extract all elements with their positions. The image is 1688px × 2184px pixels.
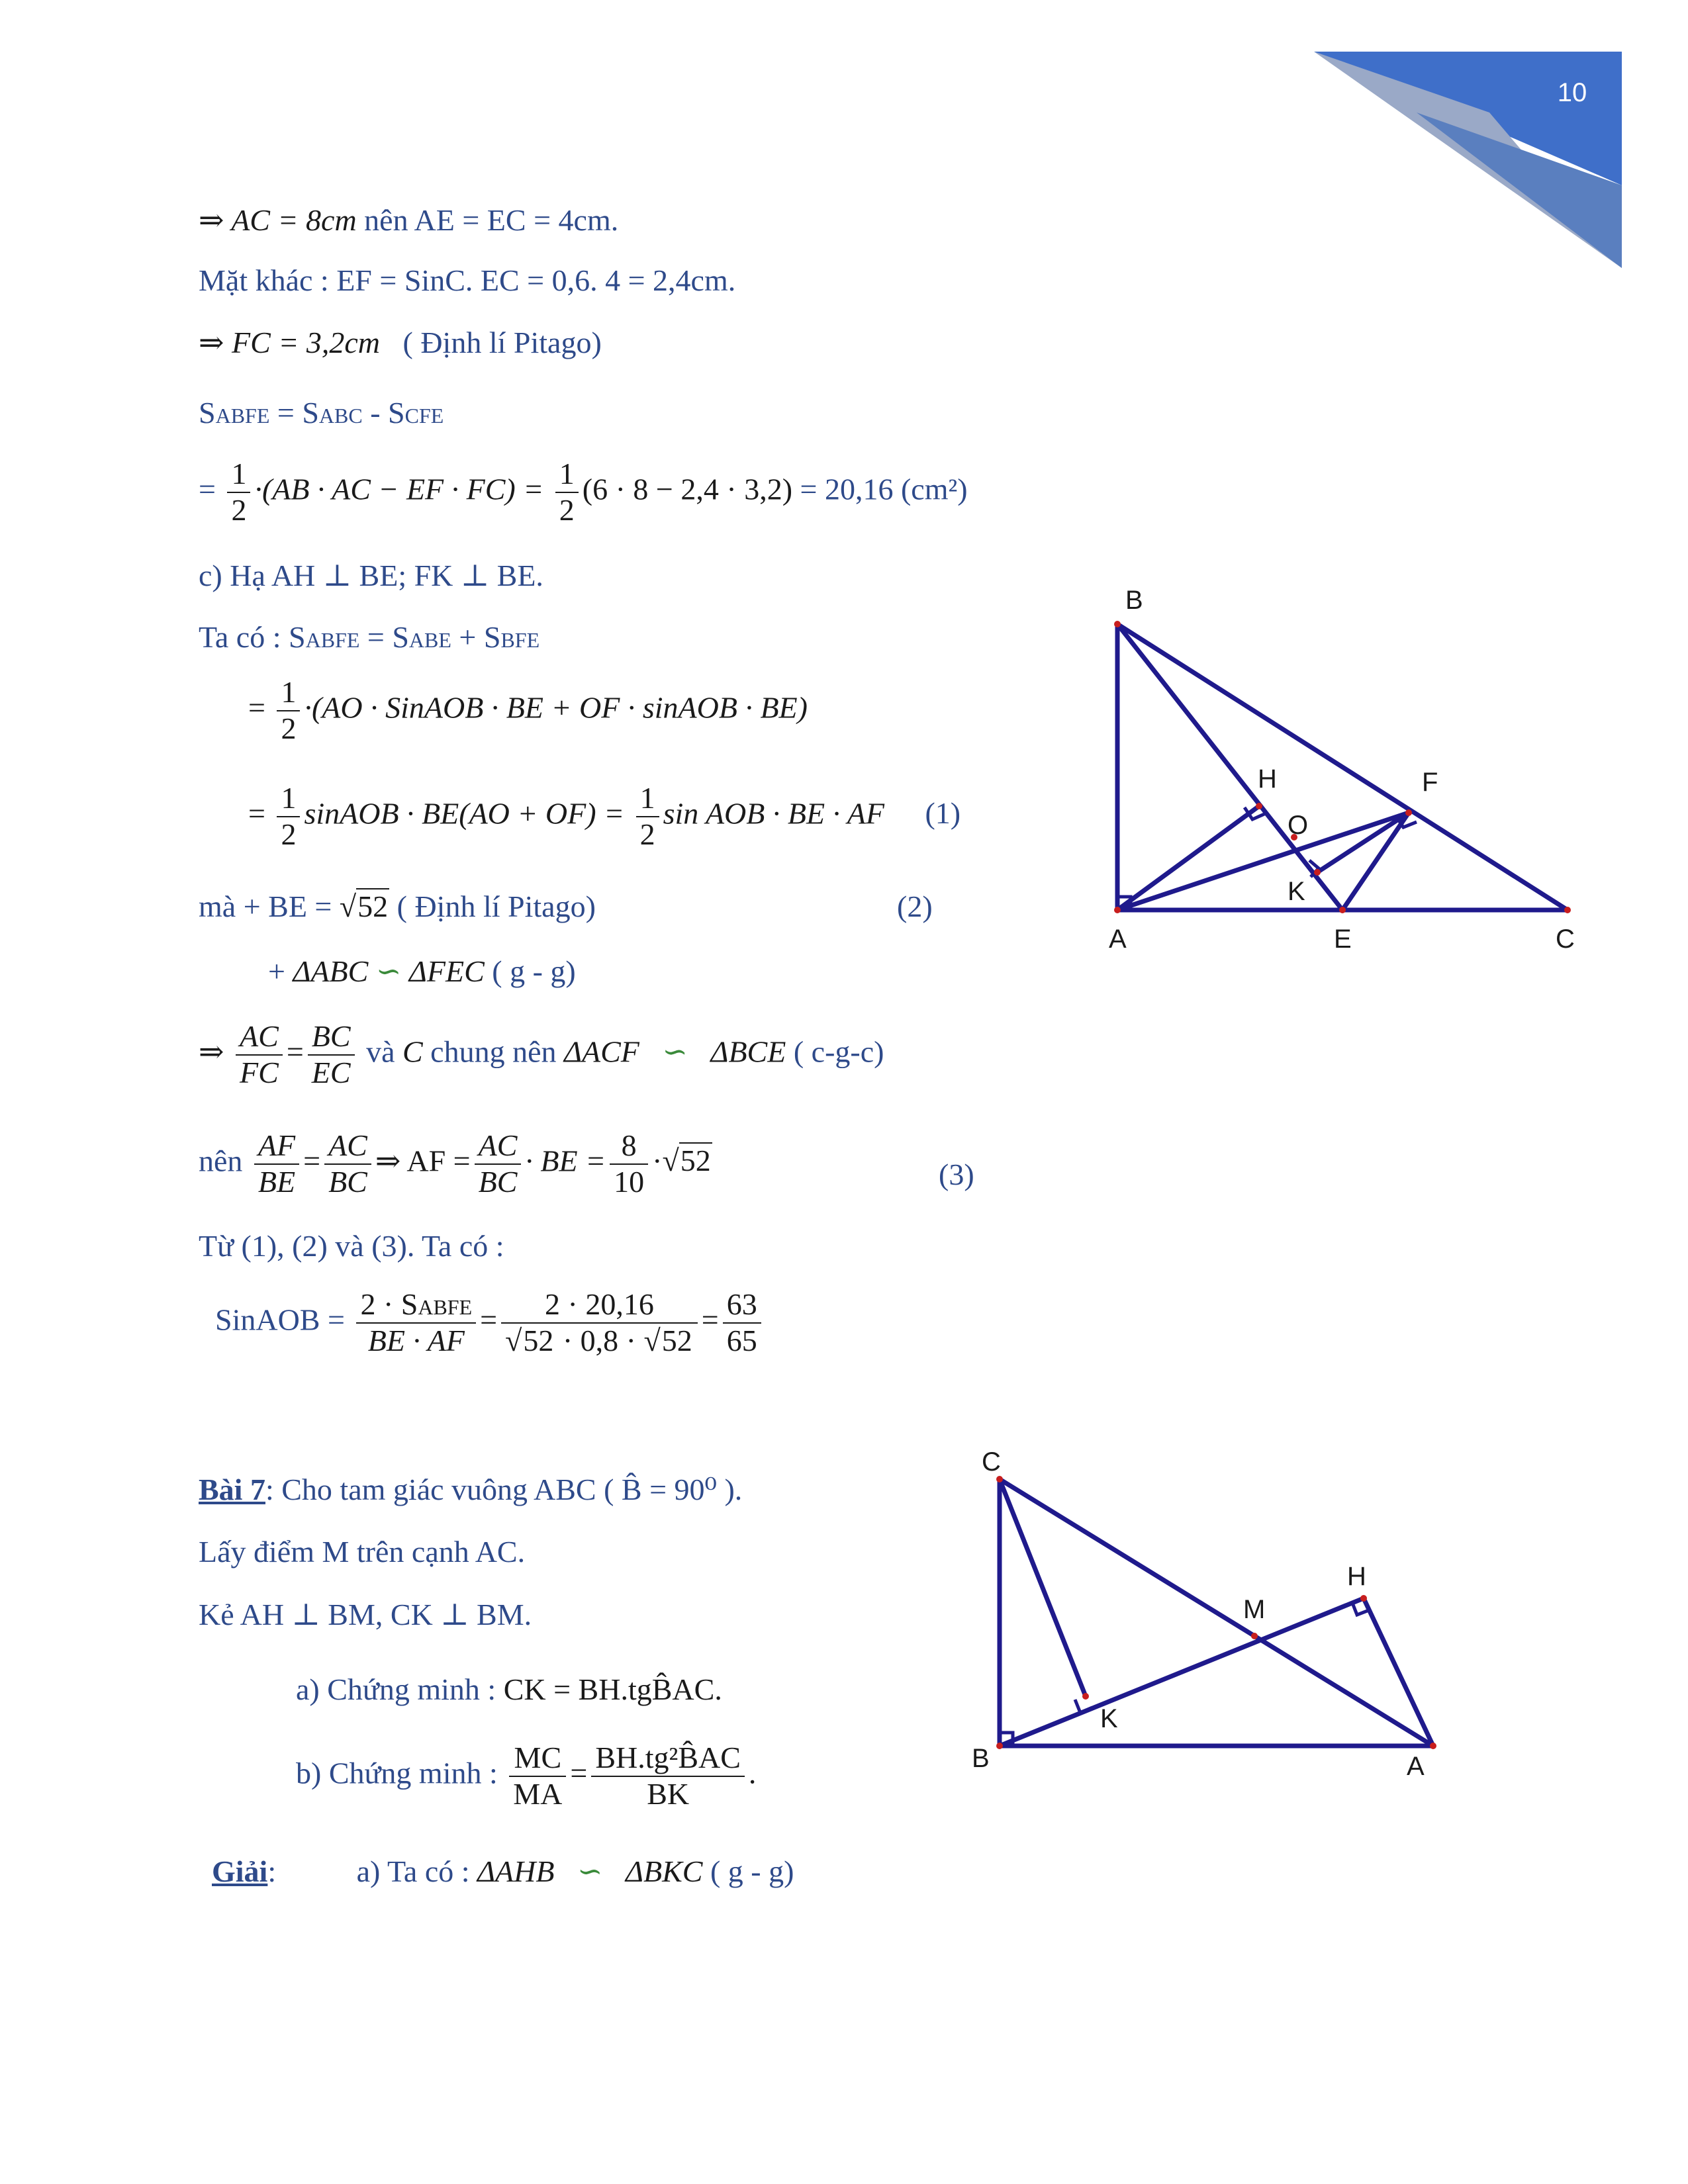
arrow: ⇒ [199,1034,224,1069]
label-h2: H [1347,1562,1366,1591]
fraction-half-2: $\frac{1}{2}$ [555,457,579,528]
corner-decoration [0,0,1688,298]
bai7-title-line [199,1471,742,1508]
tri-bce: ΔBCE [710,1034,786,1069]
plus-s: + S [451,620,501,654]
eq: = [286,1034,304,1069]
tri-bkc: ΔBKC [626,1854,703,1888]
sub-abc: ABC [318,404,363,428]
plus: + [268,954,293,988]
label-a: A [1109,925,1127,954]
sqrt-52-2: √52 [662,1144,711,1178]
fraction-af-be: $\frac{AF}{BE}$ [254,1128,299,1200]
c-g-c: ( c-g-c) [786,1034,884,1069]
label-h: H [1258,764,1277,794]
label-k: K [1288,877,1305,906]
tag-2: (2) [897,889,933,923]
equals: = [199,472,216,506]
line-sin-aob-result [215,1287,765,1359]
figure-triangle-bai7 [960,1443,1476,1787]
label-o: O [1288,811,1309,840]
page-number: 10 [1557,78,1587,107]
bai7-line2: Lấy điểm M trên cạnh AC. [199,1535,526,1569]
label-c2: C [982,1447,1001,1477]
line-perpendiculars: c) Hạ AH ⊥ BE; FK ⊥ BE. [199,559,543,592]
equals-3: = [248,796,265,831]
tri-abc: ΔABC [293,954,369,988]
fraction-mc-ma: $\frac{MC}{MA}$ [509,1741,566,1812]
tri-ahb: ΔAHB [477,1854,555,1888]
expr-ab-ac: ·(AB · AC − EF · FC) = [254,472,544,506]
line-similar-abc-fec [268,953,576,989]
minus-s: - S [362,396,405,430]
implies-af: ⇒ AF = [375,1144,471,1178]
label-b: B [1125,586,1143,615]
line-ta-co [199,619,539,655]
part-b-label: b) Chứng minh : [296,1756,506,1790]
similar-sign: ∽ [368,954,409,988]
math-fc: ⇒ FC = 3,2cm [199,326,381,359]
chung-nen: chung nên [422,1034,565,1069]
ta-co-s: Ta có : S [199,620,306,654]
eq-2: = [303,1144,321,1178]
label-e: E [1334,925,1352,954]
line-ac-8cm [199,202,618,238]
line-half-ao [248,675,808,747]
line-sin-aob [248,781,961,852]
fraction-half-5: $\frac{1}{2}$ [636,781,659,852]
text-pitago: ( Định lí Pitago) [402,326,602,359]
sub-bfe: BFE [500,628,540,652]
similar-sign-3: ∽ [569,1854,610,1888]
label-m2: M [1243,1595,1266,1624]
fraction-40-32: $\frac{2 \cdot 20,16}{√52 \cdot 0,8 \cdot √52}$ [501,1287,698,1359]
tri-acf: ΔACF [564,1034,639,1069]
line-s-abfe [199,394,444,431]
label-a2: A [1407,1752,1425,1781]
part-b-end: . [748,1756,757,1790]
g-g: ( g - g) [484,954,576,988]
bai7-statement: : Cho tam giác vuông ABC ( B̂ = 90⁰ ). [265,1473,743,1506]
eq-5: = [570,1756,588,1790]
label-k2: K [1100,1704,1118,1733]
fraction-2s-be-af: $\frac{\text{2 · SABFE}}{BE \cdot AF}$ [356,1287,476,1359]
expr-ao-sin: ·(AO · SinAOB · BE + OF · sinAOB · BE) [304,690,808,725]
fraction-half: $\frac{1}{2}$ [227,457,250,528]
part-a-math: CK = BH.tgB̂AC [503,1672,715,1706]
fraction-ac-bc-2: $\frac{AC}{BC}$ [475,1128,522,1200]
bai7-part-b [296,1741,756,1812]
sub-abfe-2: ABFE [305,628,360,652]
s-letter: S [199,396,216,430]
tag-3: (3) [939,1158,974,1191]
part-a-end: . [714,1672,722,1706]
eq-4: = [701,1302,719,1337]
fraction-bh-bk: $\frac{\text{BH.tg²B̂AC}}{BK}$ [591,1741,745,1812]
ma-be: mà + BE = [199,889,340,923]
line-be-sqrt [199,888,933,925]
fraction-63-65: $\frac{63}{65}$ [723,1287,761,1359]
part-a-label: a) Chứng minh : [296,1672,504,1706]
result-area: = 20,16 (cm²) [792,472,968,506]
pitago-2: ( Định lí Pitago) [389,889,596,923]
ta-co-2: a) Ta có : [356,1854,478,1888]
math-ac: ⇒ AC = 8cm [199,203,357,237]
g-g-2: ( g - g) [702,1854,794,1888]
fraction-half-4: $\frac{1}{2}$ [277,781,300,852]
expr-sin-be: sinAOB · BE(AO + OF) = [304,796,625,831]
fraction-ac-bc: $\frac{AC}{BC}$ [324,1128,371,1200]
sub-cfe: CFE [404,404,444,428]
line-area-calc [199,457,968,528]
sqrt-52: √52 [339,889,389,923]
eq-s-2: = S [359,620,409,654]
va: và [358,1034,402,1069]
fraction-half-3: $\frac{1}{2}$ [277,675,300,747]
text-ae-ec: nên AE = EC = 4cm. [356,203,619,237]
line-ratio-acf-bce [199,1019,884,1091]
tri-fec: ΔFEC [408,954,485,988]
fraction-bc-ec: $\frac{BC}{EC}$ [308,1019,355,1091]
sub-abe: ABE [408,628,451,652]
fraction-8-10: $\frac{8}{10}$ [610,1128,648,1200]
line-af [199,1128,974,1200]
label-c: C [1556,925,1575,954]
bai7-title: Bài 7 [199,1473,265,1506]
line-tu: Từ (1), (2) và (3). Ta có : [199,1229,504,1263]
similar-sign-2: ∽ [654,1034,696,1069]
eq-3: = [480,1302,498,1337]
eq-s: = S [269,396,319,430]
nen: nên [199,1144,250,1178]
bai7-part-a [296,1671,722,1707]
dot-be: · BE = [525,1144,606,1178]
fraction-ac-fc: $\frac{AC}{FC}$ [236,1019,283,1091]
giai-label: Giải [212,1854,268,1888]
giai-line [212,1853,794,1889]
line-ef: Mặt khác : EF = SinC. EC = 0,6. 4 = 2,4cm. [199,263,736,297]
equals-2: = [248,690,265,725]
sub-abfe: ABFE [215,404,270,428]
sinaob-label: SinAOB = [215,1302,353,1337]
dot: · [652,1144,663,1178]
label-b2: B [972,1744,990,1773]
line-fc [199,324,602,361]
label-f: F [1422,768,1438,797]
figure-triangle-abc [1099,569,1589,966]
expr-sin-af: sin AOB · BE · AF [663,796,884,831]
expr-numbers: (6 · 8 − 2,4 · 3,2) [582,472,793,506]
giai-colon: : [267,1854,277,1888]
tag-1: (1) [925,796,961,831]
angle-c: C [402,1034,423,1069]
bai7-line3: Kẻ AH ⊥ BM, CK ⊥ BM. [199,1598,532,1631]
